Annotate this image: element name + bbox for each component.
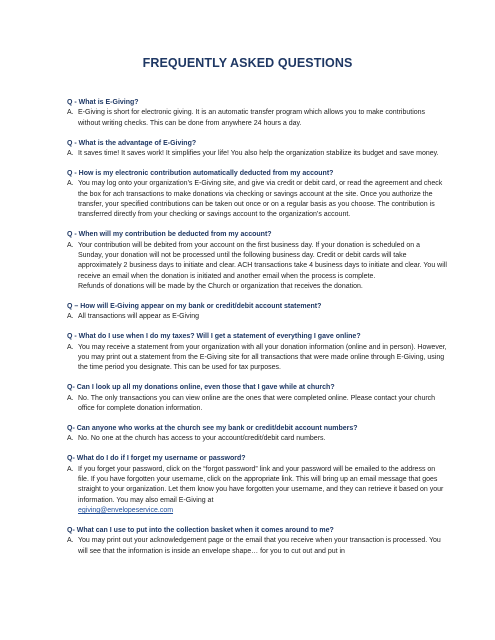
faq-item	[67, 302, 447, 323]
answer-text: If you forget your password, click on the “forgot password” link and your password will be emailed to the address on file. If you have forgotten your username, click on the appropriate link. This will bring up an email message that goes straight to your organization. Let them know you have forgotten your username, and they can retrieve it based on your information. You may also email E-Giving at	[78, 465, 444, 504]
faq-question: Q- Can anyone who works at the church see my bank or credit/debit account numbers?	[67, 424, 358, 432]
faq-question: Q - When will my contribution be deducted from my account?	[67, 231, 272, 239]
faq-question: Q- Can I look up all my donations online, even those that I gave while at church?	[67, 384, 335, 392]
faq-item	[67, 424, 447, 445]
answer-text: It saves time! It saves work! It simplifies your life! You also help the organization stabilize its budget and save money.	[78, 150, 439, 158]
faq-answer	[67, 434, 447, 444]
answer-marker: A.	[67, 343, 74, 351]
answer-text: Refunds of donations will be made by the Church or organization that receives the donation.	[78, 283, 363, 291]
answer-text: No. No one at the church has access to your account/credit/debit card numbers.	[78, 435, 326, 443]
answer-text: All transactions will appear as E-Giving	[78, 313, 199, 321]
faq-item	[67, 169, 447, 221]
answer-text: You may log onto your organization’s E-Giving site, and give via credit or debit card, or read the agreement and check the box for ach transactions to make donations via checking or savings account at the site. Once you authorize the transfer, your specified contributions can be taken out once or on a regular basis as you choose. The contribution is transferred directly from your checking or savings account to the organization’s account.	[78, 180, 443, 219]
faq-answer	[67, 241, 447, 293]
answer-marker: A.	[67, 180, 74, 188]
answer-text: Your contribution will be debited from your account on the first business day. If your donation is scheduled on a Sunday, your donation will not be processed until the following business day. Credit or debit cards will take approximately 2 business days to initiate and clear. ACH transactions take 4 business days to initiate and clear. You will receive an email when the donation is initiated and another email when the process is complete.	[78, 241, 447, 280]
faq-answer	[67, 536, 447, 557]
faq-question: Q - What is E-Giving?	[67, 99, 139, 106]
answer-text: You may receive a statement from your organization with all your donation information (online and in person). However, you may print out a statement from the E-Giving site for all transactions that were made online through E-Giving, using the time period you designate. This can be used for tax purposes.	[78, 343, 447, 372]
faq-question: Q - What is the advantage of E-Giving?	[67, 139, 197, 147]
faq-item	[67, 98, 447, 129]
faq-item	[67, 139, 447, 160]
faq-item	[67, 230, 447, 292]
page-title: FREQUENTLY ASKED QUESTIONS	[142, 56, 353, 70]
faq-question: Q – How will E-Giving appear on my bank or credit/debit account statement?	[67, 303, 322, 311]
answer-marker: A.	[67, 394, 74, 402]
faq-answer	[67, 465, 447, 517]
faq-list	[67, 98, 447, 567]
faq-question: Q - How is my electronic contribution automatically deducted from my account?	[67, 169, 334, 177]
answer-marker: A.	[67, 435, 74, 443]
answer-text: No. The only transactions you can view online are the ones that were completed online. Please contact your church office for complete donation information.	[78, 394, 436, 413]
faq-question: Q- What do I do if I forget my username or password?	[67, 455, 246, 463]
email-link[interactable]: egiving@envelopeservice.com	[78, 507, 174, 515]
faq-answer	[67, 312, 447, 322]
answer-marker: A.	[67, 109, 74, 117]
faq-answer	[67, 179, 447, 221]
answer-marker: A.	[67, 537, 74, 545]
faq-item	[67, 383, 447, 414]
answer-marker: A.	[67, 465, 74, 473]
faq-item	[67, 526, 447, 557]
answer-marker: A.	[67, 150, 74, 158]
faq-answer	[67, 149, 447, 159]
answer-marker: A.	[67, 313, 74, 321]
faq-item	[67, 454, 447, 516]
answer-text: E-Giving is short for electronic giving. It is an automatic transfer program which allows you to make contributions without writing checks. This can be done from anywhere 24 hours a day.	[78, 109, 426, 127]
faq-answer	[67, 394, 447, 415]
faq-question: Q - What do I use when I do my taxes? Will I get a statement of everything I gave online?	[67, 333, 361, 341]
answer-marker: A.	[67, 241, 74, 249]
faq-question: Q- What can I use to put into the collection basket when it comes around to me?	[67, 526, 334, 534]
faq-item	[67, 332, 447, 374]
faq-answer	[67, 343, 447, 374]
faq-answer	[67, 108, 447, 129]
answer-text: You may print out your acknowledgement page or the email that you receive when your transaction is processed. You will see that the information is inside an envelope shape… for you to cut out and put in	[78, 537, 441, 555]
